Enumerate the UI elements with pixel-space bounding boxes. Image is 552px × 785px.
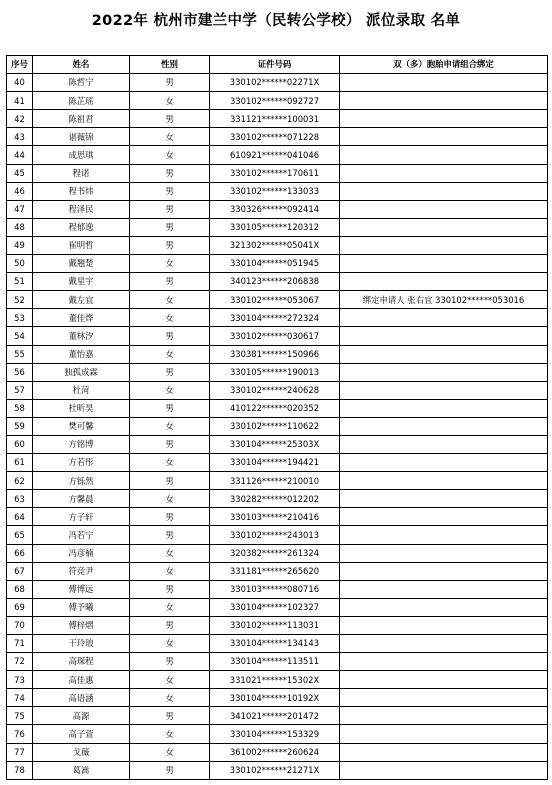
cell-gender: 男 (130, 399, 210, 417)
cell-gender: 男 (130, 761, 210, 779)
cell-id-number: 330381******150966 (210, 345, 340, 363)
cell-name: 戈薇 (33, 743, 130, 761)
cell-id-number: 330104******25303X (210, 435, 340, 453)
cell-twin-binding (340, 92, 548, 110)
cell-name: 戴星宇 (33, 273, 130, 291)
cell-name: 程诺 (33, 164, 130, 182)
cell-id-number: 330102******133033 (210, 182, 340, 200)
cell-id-number: 331126******210010 (210, 472, 340, 490)
table-row (7, 128, 548, 146)
table-row (7, 671, 548, 689)
cell-id-number: 330104******102327 (210, 598, 340, 616)
table-row (7, 454, 548, 472)
cell-gender: 女 (130, 146, 210, 164)
cell-name: 傅予曦 (33, 598, 130, 616)
cell-id-number: 330104******272324 (210, 309, 340, 327)
cell-index: 42 (7, 110, 33, 128)
table-row (7, 309, 548, 327)
cell-gender: 男 (130, 472, 210, 490)
cell-gender: 男 (130, 74, 210, 92)
cell-id-number: 330105******120312 (210, 218, 340, 236)
cell-gender: 男 (130, 236, 210, 254)
cell-index: 52 (7, 291, 33, 309)
table-row (7, 653, 548, 671)
cell-gender: 男 (130, 435, 210, 453)
table-row (7, 743, 548, 761)
cell-name: 方铭博 (33, 435, 130, 453)
table-row (7, 363, 548, 381)
cell-twin-binding (340, 544, 548, 562)
cell-gender: 男 (130, 653, 210, 671)
cell-id-number: 321302******05041X (210, 236, 340, 254)
cell-gender: 女 (130, 490, 210, 508)
cell-id-number: 330104******113511 (210, 653, 340, 671)
cell-name: 符竞尹 (33, 562, 130, 580)
cell-id-number: 331121******100031 (210, 110, 340, 128)
table-row (7, 707, 548, 725)
cell-index: 63 (7, 490, 33, 508)
cell-twin-binding (340, 743, 548, 761)
cell-gender: 男 (130, 182, 210, 200)
header-index: 序号 (7, 56, 33, 74)
cell-id-number: 331021******15302X (210, 671, 340, 689)
cell-gender: 女 (130, 689, 210, 707)
table-row (7, 381, 548, 399)
cell-name: 崔明哲 (33, 236, 130, 254)
cell-index: 57 (7, 381, 33, 399)
cell-gender: 男 (130, 526, 210, 544)
cell-id-number: 331181******265620 (210, 562, 340, 580)
cell-twin-binding (340, 309, 548, 327)
table-row (7, 544, 548, 562)
cell-twin-binding (340, 363, 548, 381)
cell-index: 48 (7, 218, 33, 236)
table-row (7, 146, 548, 164)
cell-index: 43 (7, 128, 33, 146)
cell-id-number: 330282******012202 (210, 490, 340, 508)
cell-name: 戴翘楚 (33, 255, 130, 273)
cell-index: 74 (7, 689, 33, 707)
cell-gender: 女 (130, 291, 210, 309)
cell-name: 程泽民 (33, 200, 130, 218)
table-row (7, 616, 548, 634)
cell-index: 45 (7, 164, 33, 182)
table-row (7, 399, 548, 417)
cell-twin-binding (340, 327, 548, 345)
cell-gender: 女 (130, 417, 210, 435)
cell-name: 高源 (33, 707, 130, 725)
cell-id-number: 610921******041046 (210, 146, 340, 164)
cell-twin-binding (340, 146, 548, 164)
cell-twin-binding (340, 580, 548, 598)
cell-index: 78 (7, 761, 33, 779)
cell-name: 陈芷瑶 (33, 92, 130, 110)
cell-id-number: 330102******240628 (210, 381, 340, 399)
table-row (7, 598, 548, 616)
cell-name: 方子轩 (33, 508, 130, 526)
cell-index: 49 (7, 236, 33, 254)
cell-twin-binding (340, 273, 548, 291)
cell-twin-binding: 绑定申请人 张右宜 330102******053016 (340, 291, 548, 309)
cell-index: 68 (7, 580, 33, 598)
cell-gender: 男 (130, 273, 210, 291)
table-row (7, 327, 548, 345)
page-title: 2022年 杭州市建兰中学（民转公学校） 派位录取 名单 (91, 13, 461, 29)
cell-twin-binding (340, 435, 548, 453)
table-row (7, 164, 548, 182)
cell-id-number: 341021******201472 (210, 707, 340, 725)
cell-index: 59 (7, 417, 33, 435)
cell-gender: 女 (130, 309, 210, 327)
table-row (7, 255, 548, 273)
header-id-number: 证件号码 (210, 56, 340, 74)
cell-gender: 男 (130, 218, 210, 236)
cell-id-number: 330326******092414 (210, 200, 340, 218)
cell-twin-binding (340, 490, 548, 508)
cell-gender: 女 (130, 635, 210, 653)
table-row (7, 417, 548, 435)
cell-index: 44 (7, 146, 33, 164)
table-row (7, 725, 548, 743)
cell-twin-binding (340, 74, 548, 92)
cell-twin-binding (340, 218, 548, 236)
header-gender: 性别 (130, 56, 210, 74)
cell-id-number: 330102******092727 (210, 92, 340, 110)
admission-table (6, 55, 548, 780)
cell-name: 高子萱 (33, 725, 130, 743)
cell-name: 杜菏 (33, 381, 130, 399)
cell-gender: 男 (130, 363, 210, 381)
cell-gender: 女 (130, 255, 210, 273)
cell-twin-binding (340, 182, 548, 200)
cell-twin-binding (340, 454, 548, 472)
cell-index: 53 (7, 309, 33, 327)
table-row (7, 580, 548, 598)
cell-index: 73 (7, 671, 33, 689)
table-row (7, 92, 548, 110)
cell-twin-binding (340, 236, 548, 254)
cell-id-number: 330103******080716 (210, 580, 340, 598)
cell-index: 76 (7, 725, 33, 743)
cell-id-number: 410122******020352 (210, 399, 340, 417)
cell-id-number: 330102******053067 (210, 291, 340, 309)
cell-name: 董怡嘉 (33, 345, 130, 363)
table-row (7, 273, 548, 291)
cell-id-number: 330102******113031 (210, 616, 340, 634)
cell-id-number: 330104******051945 (210, 255, 340, 273)
cell-name: 程郁逸 (33, 218, 130, 236)
cell-gender: 男 (130, 327, 210, 345)
cell-id-number: 330102******030617 (210, 327, 340, 345)
cell-index: 54 (7, 327, 33, 345)
cell-twin-binding (340, 725, 548, 743)
cell-id-number: 340123******206838 (210, 273, 340, 291)
cell-twin-binding (340, 526, 548, 544)
cell-id-number: 330104******134143 (210, 635, 340, 653)
cell-twin-binding (340, 200, 548, 218)
cell-index: 58 (7, 399, 33, 417)
table-row (7, 435, 548, 453)
cell-gender: 男 (130, 616, 210, 634)
cell-id-number: 330102******170611 (210, 164, 340, 182)
cell-gender: 女 (130, 743, 210, 761)
cell-twin-binding (340, 671, 548, 689)
cell-index: 69 (7, 598, 33, 616)
cell-index: 75 (7, 707, 33, 725)
cell-id-number: 361002******260624 (210, 743, 340, 761)
cell-index: 66 (7, 544, 33, 562)
cell-id-number: 330104******153329 (210, 725, 340, 743)
cell-gender: 男 (130, 508, 210, 526)
cell-index: 41 (7, 92, 33, 110)
table-row (7, 200, 548, 218)
cell-twin-binding (340, 761, 548, 779)
cell-name: 陈哲宁 (33, 74, 130, 92)
cell-name: 陈祖君 (33, 110, 130, 128)
cell-twin-binding (340, 345, 548, 363)
cell-name: 冯彦楠 (33, 544, 130, 562)
cell-twin-binding (340, 598, 548, 616)
header-name: 姓名 (33, 56, 130, 74)
table-row (7, 472, 548, 490)
table-body (7, 74, 548, 780)
table-row (7, 182, 548, 200)
header-twin-binding: 双（多）胞胎申请组合绑定 (340, 56, 548, 74)
cell-index: 46 (7, 182, 33, 200)
cell-id-number: 330104******194421 (210, 454, 340, 472)
cell-index: 55 (7, 345, 33, 363)
cell-gender: 男 (130, 110, 210, 128)
cell-index: 70 (7, 616, 33, 634)
cell-name: 杜昕昊 (33, 399, 130, 417)
table-row (7, 218, 548, 236)
cell-gender: 女 (130, 454, 210, 472)
cell-index: 60 (7, 435, 33, 453)
table-row (7, 291, 548, 309)
cell-twin-binding (340, 164, 548, 182)
cell-gender: 女 (130, 381, 210, 399)
cell-name: 傅梓熠 (33, 616, 130, 634)
table-row (7, 689, 548, 707)
cell-name: 董林汐 (33, 327, 130, 345)
cell-id-number: 330104******10192X (210, 689, 340, 707)
cell-gender: 男 (130, 200, 210, 218)
cell-twin-binding (340, 417, 548, 435)
cell-name: 冯若宁 (33, 526, 130, 544)
cell-gender: 男 (130, 164, 210, 182)
table-row (7, 74, 548, 92)
table-row (7, 562, 548, 580)
cell-twin-binding (340, 707, 548, 725)
cell-name: 成思琪 (33, 146, 130, 164)
cell-name: 戴左宜 (33, 291, 130, 309)
cell-id-number: 330102******21271X (210, 761, 340, 779)
cell-twin-binding (340, 381, 548, 399)
cell-twin-binding (340, 255, 548, 273)
table-row (7, 526, 548, 544)
cell-name: 谌薇锦 (33, 128, 130, 146)
cell-gender: 女 (130, 92, 210, 110)
cell-gender: 女 (130, 598, 210, 616)
cell-gender: 女 (130, 544, 210, 562)
table-row (7, 508, 548, 526)
cell-index: 56 (7, 363, 33, 381)
cell-twin-binding (340, 689, 548, 707)
cell-twin-binding (340, 110, 548, 128)
cell-name: 方馨晨 (33, 490, 130, 508)
cell-twin-binding (340, 128, 548, 146)
cell-id-number: 330102******02271X (210, 74, 340, 92)
table-row (7, 635, 548, 653)
cell-gender: 男 (130, 707, 210, 725)
cell-name: 方若彤 (33, 454, 130, 472)
cell-id-number: 330102******243013 (210, 526, 340, 544)
cell-name: 高琛程 (33, 653, 130, 671)
cell-index: 65 (7, 526, 33, 544)
cell-twin-binding (340, 399, 548, 417)
cell-id-number: 330103******210416 (210, 508, 340, 526)
cell-name: 程书炜 (33, 182, 130, 200)
cell-name: 樊可馨 (33, 417, 130, 435)
cell-twin-binding (340, 472, 548, 490)
cell-gender: 女 (130, 562, 210, 580)
cell-name: 高语涵 (33, 689, 130, 707)
cell-twin-binding (340, 508, 548, 526)
cell-name: 高佳惠 (33, 671, 130, 689)
cell-name: 干玲琅 (33, 635, 130, 653)
cell-index: 71 (7, 635, 33, 653)
table-row (7, 490, 548, 508)
table-row (7, 236, 548, 254)
cell-index: 50 (7, 255, 33, 273)
cell-twin-binding (340, 653, 548, 671)
cell-id-number: 330105******190013 (210, 363, 340, 381)
cell-index: 77 (7, 743, 33, 761)
cell-twin-binding (340, 635, 548, 653)
cell-name: 独孤成霖 (33, 363, 130, 381)
cell-id-number: 330102******071228 (210, 128, 340, 146)
cell-twin-binding (340, 616, 548, 634)
cell-name: 方铄然 (33, 472, 130, 490)
table-row (7, 110, 548, 128)
cell-twin-binding (340, 562, 548, 580)
cell-index: 51 (7, 273, 33, 291)
cell-index: 67 (7, 562, 33, 580)
cell-name: 傅博远 (33, 580, 130, 598)
cell-index: 62 (7, 472, 33, 490)
cell-name: 葛嵩 (33, 761, 130, 779)
table-row (7, 345, 548, 363)
cell-gender: 女 (130, 345, 210, 363)
cell-name: 董佳烨 (33, 309, 130, 327)
cell-gender: 女 (130, 725, 210, 743)
table-row (7, 761, 548, 779)
cell-index: 64 (7, 508, 33, 526)
cell-id-number: 320382******261324 (210, 544, 340, 562)
cell-gender: 女 (130, 671, 210, 689)
cell-id-number: 330102******110622 (210, 417, 340, 435)
cell-index: 40 (7, 74, 33, 92)
cell-index: 47 (7, 200, 33, 218)
table-header-row (7, 56, 548, 74)
cell-index: 61 (7, 454, 33, 472)
cell-gender: 男 (130, 580, 210, 598)
cell-gender: 女 (130, 128, 210, 146)
cell-index: 72 (7, 653, 33, 671)
